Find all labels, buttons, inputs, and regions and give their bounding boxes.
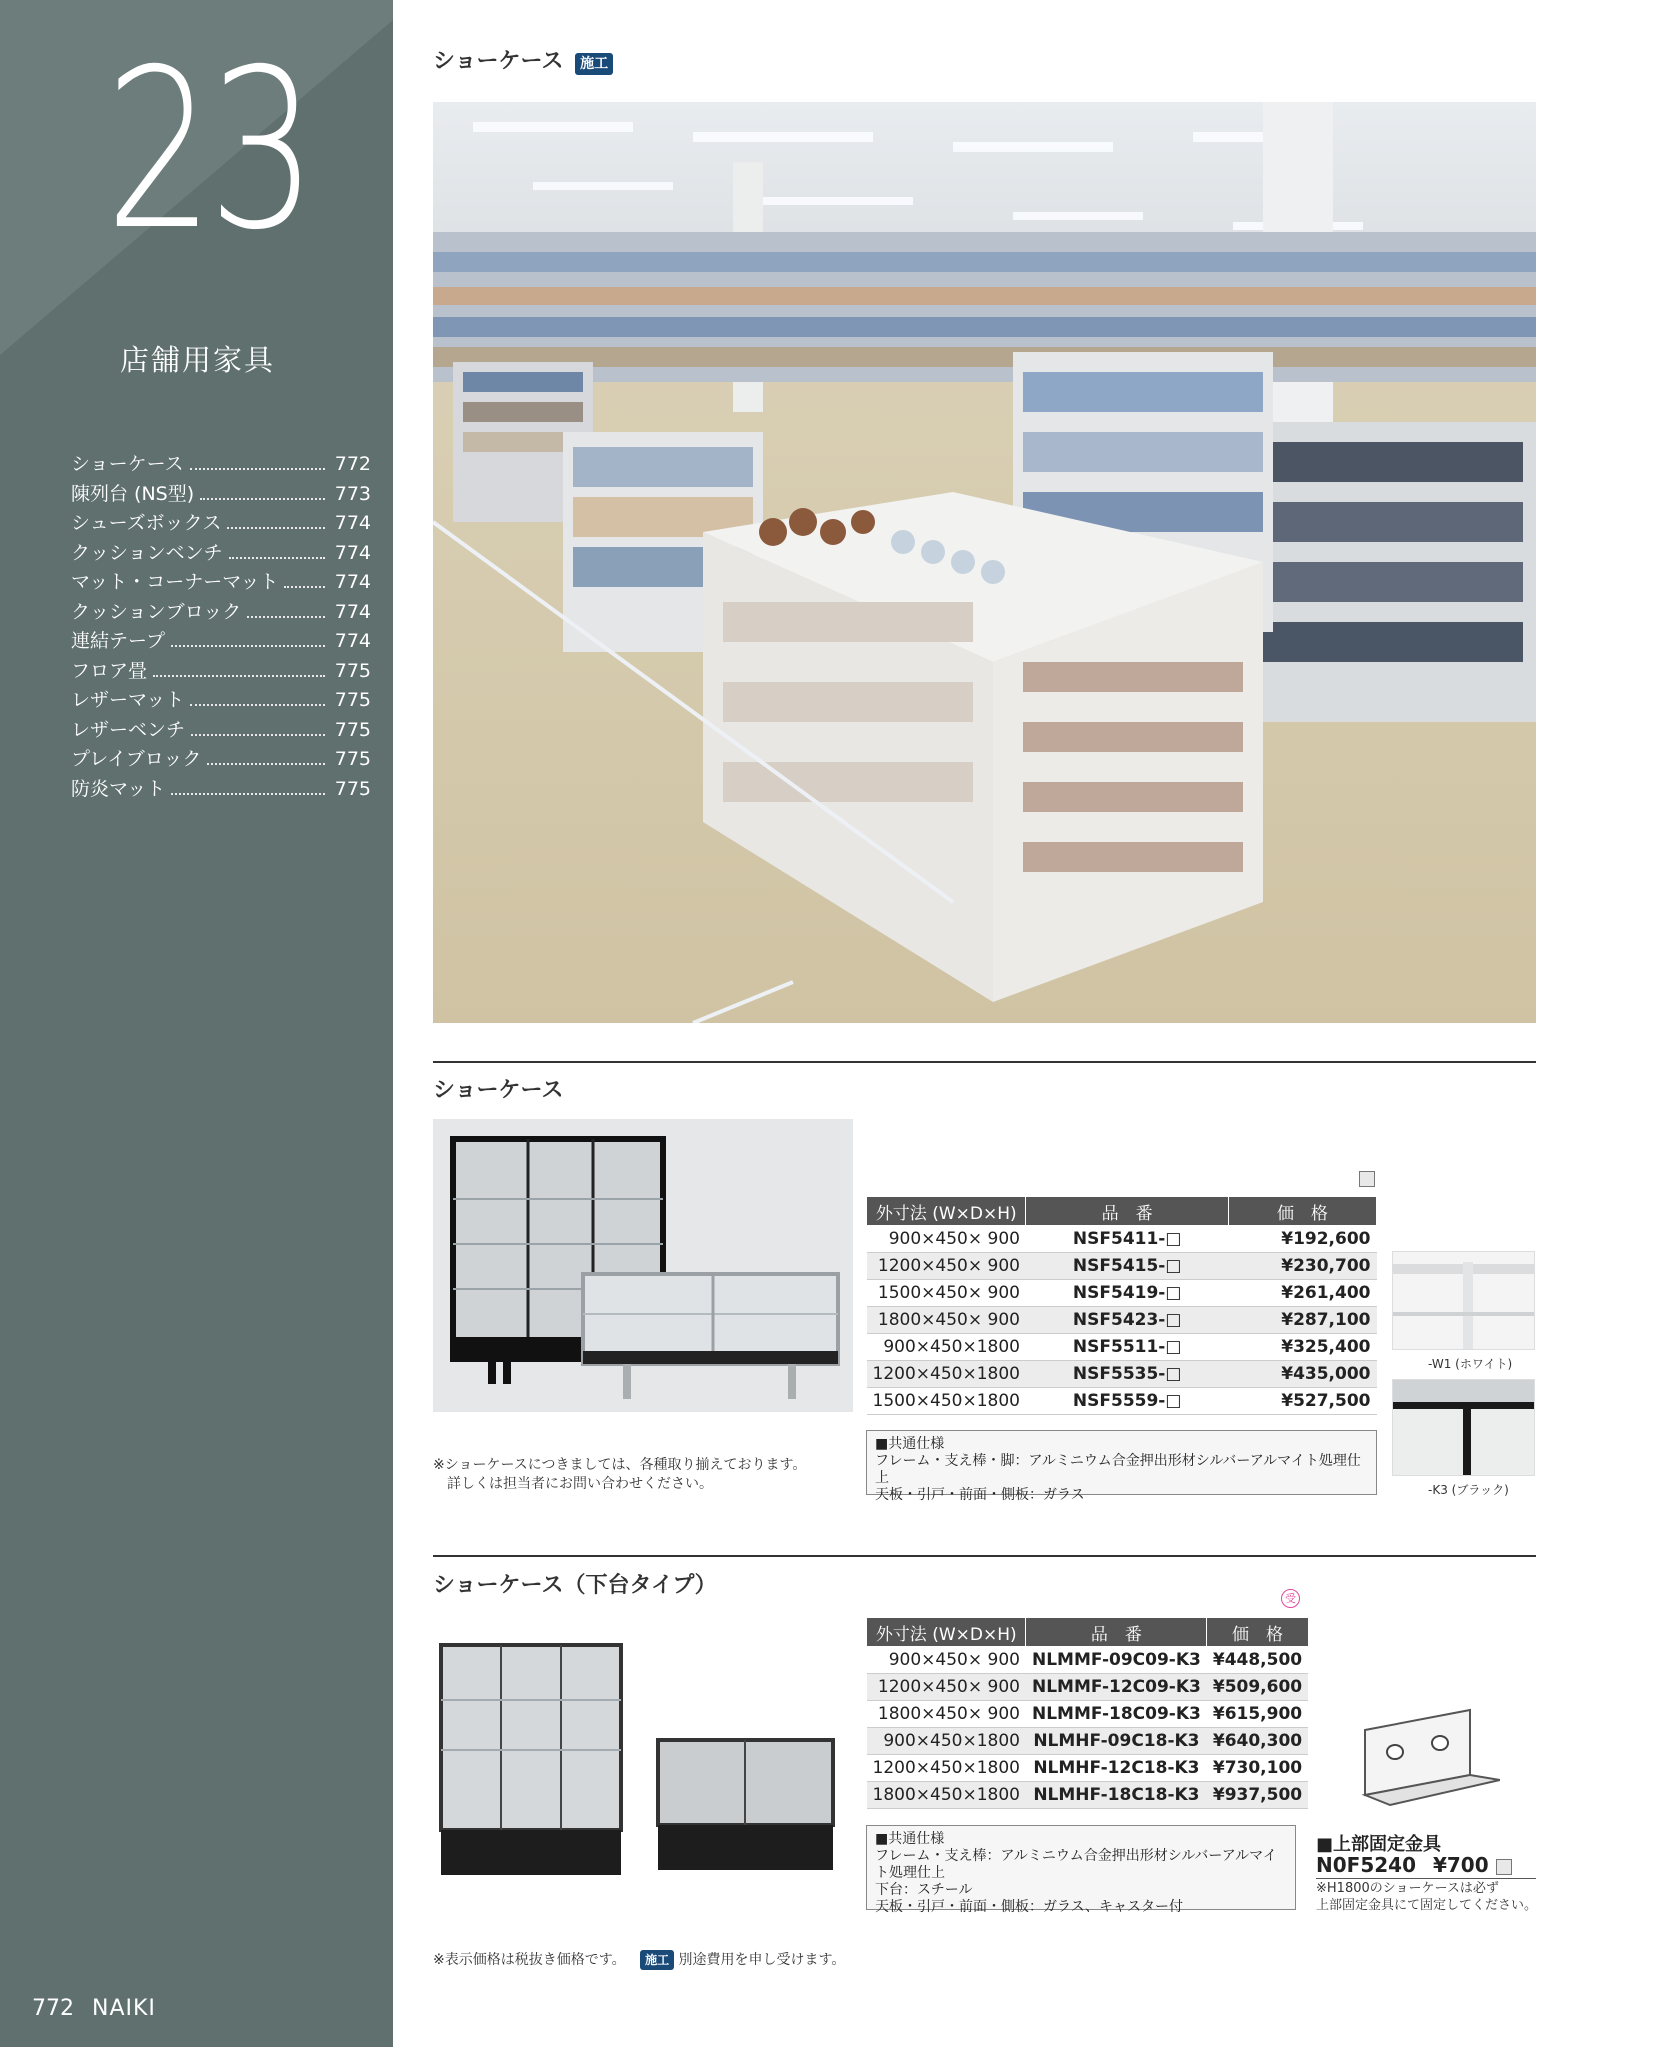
table-row — [867, 1361, 1377, 1388]
section-divider — [433, 1061, 1536, 1063]
price-cell: ¥435,000 — [1228, 1361, 1376, 1388]
toc-leader — [229, 556, 325, 559]
price-cell: ¥615,900 — [1207, 1701, 1308, 1728]
dimension-cell: 1200×450×1800 — [867, 1361, 1026, 1388]
construction-badge: 施工 — [640, 1950, 674, 1970]
toc-page: 775 — [334, 748, 371, 770]
spec-heading: ■共通仕様 — [875, 1436, 945, 1452]
product-code-cell: NLMHF-18C18-K3 — [1026, 1782, 1207, 1809]
table-row — [867, 1782, 1309, 1809]
price-cell: ¥192,600 — [1228, 1226, 1376, 1253]
price-cell: ¥287,100 — [1228, 1307, 1376, 1334]
toc-item[interactable] — [71, 715, 371, 745]
bracket-illustration — [1360, 1700, 1500, 1820]
spec-line: 天板・引戸・前面・側板：ガラス、キャスター付 — [875, 1899, 1183, 1915]
made-to-order-mark: 受 — [1281, 1589, 1300, 1608]
toc-label: ショーケース — [71, 453, 184, 475]
bracket-title: ■上部固定金具 — [1316, 1834, 1442, 1855]
base-showcase-illustration — [433, 1640, 853, 1890]
price-cell: ¥730,100 — [1207, 1755, 1308, 1782]
toc-page: 775 — [334, 659, 371, 682]
section-title: ショーケース（下台タイプ） — [433, 1573, 717, 1598]
store-interior-photo — [433, 102, 1536, 1023]
toc-item[interactable] — [71, 744, 371, 774]
toc-page: 774 — [334, 541, 371, 564]
chapter-sidebar — [0, 0, 393, 2047]
toc-page: 774 — [334, 600, 371, 623]
price-cell: ¥448,500 — [1207, 1647, 1308, 1674]
dimension-cell: 1200×450×1800 — [867, 1755, 1026, 1782]
mounting-bracket-icon — [1360, 1700, 1500, 1820]
table-row — [867, 1701, 1309, 1728]
white-color-swatch — [1392, 1251, 1535, 1350]
product-code-cell: NSF5511-□ — [1026, 1334, 1228, 1361]
black-color-label: -K3 (ブラック) — [1428, 1483, 1509, 1497]
table-row — [867, 1388, 1377, 1415]
dimension-cell: 1800×450× 900 — [867, 1701, 1026, 1728]
bracket-price: ¥700 — [1432, 1853, 1489, 1877]
toc-leader — [247, 615, 325, 618]
toc-page: 772 — [334, 453, 371, 475]
product-code-cell: NLMHF-12C18-K3 — [1026, 1755, 1207, 1782]
product-code-cell: NSF5419-□ — [1026, 1280, 1228, 1307]
column-header: 価 格 — [1228, 1197, 1376, 1226]
bracket-note — [1316, 1880, 1537, 1914]
bracket-code: N0F5240 — [1316, 1853, 1416, 1877]
toc-item[interactable] — [71, 774, 371, 804]
table-row — [867, 1755, 1309, 1782]
toc-leader — [191, 733, 325, 736]
base-showcase-price-table — [866, 1617, 1309, 1809]
construction-note: 別途費用を申し受けます。 — [678, 1952, 846, 1968]
dimension-cell: 1500×450× 900 — [867, 1280, 1026, 1307]
toc-item[interactable] — [71, 449, 371, 479]
section-divider — [433, 1555, 1536, 1557]
dimension-cell: 900×450×1800 — [867, 1728, 1026, 1755]
chapter-title: 店舗用家具 — [120, 343, 276, 377]
toc-leader — [284, 585, 325, 588]
toc-label: 防炎マット — [71, 777, 166, 800]
spec-line: フレーム・支え棒：アルミニウム合金押出形材シルバーアルマイト処理仕上 — [875, 1848, 1277, 1881]
common-spec-box — [866, 1825, 1296, 1915]
table-header-row — [867, 1197, 1377, 1226]
note-line: 詳しくは担当者にお問い合わせください。 — [433, 1476, 713, 1492]
toc-page: 774 — [334, 630, 371, 652]
dimension-cell: 1200×450× 900 — [867, 1253, 1026, 1280]
footer-notes — [433, 1950, 845, 1970]
toc-label: 連結テープ — [71, 630, 166, 652]
toc-label: プレイブロック — [71, 748, 202, 770]
table-row — [867, 1226, 1377, 1253]
toc-label: レザーベンチ — [71, 718, 186, 741]
toc-item[interactable] — [71, 508, 371, 538]
toc-label: 陳列台 (NS型) — [71, 482, 195, 505]
page-title-text: ショーケース — [433, 49, 564, 74]
product-code-cell: NSF5423-□ — [1026, 1307, 1228, 1334]
toc-label: シューズボックス — [71, 512, 222, 534]
spec-line: 下台：スチール — [875, 1882, 973, 1898]
dimension-cell: 900×450×1800 — [867, 1334, 1026, 1361]
product-code-cell: NSF5415-□ — [1026, 1253, 1228, 1280]
black-frame-detail — [1393, 1380, 1534, 1475]
dimension-cell: 900×450× 900 — [867, 1647, 1026, 1674]
showcase-price-table — [866, 1196, 1377, 1415]
toc-leader — [190, 467, 325, 470]
toc-leader — [171, 792, 325, 795]
section-title: ショーケース — [433, 1078, 564, 1103]
product-code-cell: NLMMF-09C09-K3 — [1026, 1647, 1207, 1674]
table-row — [867, 1253, 1377, 1280]
toc-item[interactable] — [71, 656, 371, 686]
spec-heading: ■共通仕様 — [875, 1831, 945, 1847]
toc-page: 774 — [334, 512, 371, 534]
toc-item[interactable] — [71, 597, 371, 627]
black-color-swatch — [1392, 1379, 1535, 1476]
price-cell: ¥261,400 — [1228, 1280, 1376, 1307]
product-code-cell: NLMMF-12C09-K3 — [1026, 1674, 1207, 1701]
column-header: 品 番 — [1026, 1618, 1207, 1647]
table-row — [867, 1334, 1377, 1361]
toc-leader — [207, 762, 325, 765]
toc-label: クッションブロック — [71, 600, 242, 623]
toc-leader — [190, 703, 325, 706]
dimension-cell: 1200×450× 900 — [867, 1674, 1026, 1701]
product-code-cell: NSF5535-□ — [1026, 1361, 1228, 1388]
toc-page: 774 — [334, 571, 371, 593]
toc-item[interactable] — [71, 626, 371, 656]
toc-page: 775 — [334, 777, 371, 800]
toc-leader — [227, 526, 325, 529]
toc-page: 775 — [334, 689, 371, 711]
column-header: 品 番 — [1026, 1197, 1228, 1226]
white-frame-detail — [1393, 1252, 1534, 1349]
toc-label: フロア畳 — [71, 659, 148, 682]
toc-item[interactable] — [71, 685, 371, 715]
toc-item[interactable] — [71, 479, 371, 509]
page-number: 772 — [32, 1996, 74, 2021]
price-cell: ¥509,600 — [1207, 1674, 1308, 1701]
tax-note: ※表示価格は税抜き価格です。 — [433, 1952, 626, 1968]
price-cell: ¥640,300 — [1207, 1728, 1308, 1755]
table-of-contents — [71, 449, 371, 803]
bracket-product — [1316, 1853, 1512, 1877]
dimension-cell: 1800×450×1800 — [867, 1782, 1026, 1809]
chapter-number: 23 — [105, 22, 311, 278]
showcase-illustration — [433, 1119, 853, 1412]
toc-page: 773 — [334, 482, 371, 505]
product-code-cell: NLMHF-09C18-K3 — [1026, 1728, 1207, 1755]
table-header-row — [867, 1618, 1309, 1647]
white-color-label: -W1 (ホワイト) — [1428, 1357, 1513, 1371]
price-cell: ¥527,500 — [1228, 1388, 1376, 1415]
product-code-cell: NLMMF-18C09-K3 — [1026, 1701, 1207, 1728]
color-code-marker — [1359, 1171, 1375, 1187]
toc-leader — [171, 644, 325, 647]
toc-leader — [200, 497, 325, 500]
product-code-cell: NSF5559-□ — [1026, 1388, 1228, 1415]
toc-label: レザーマット — [71, 689, 185, 711]
toc-item[interactable] — [71, 567, 371, 597]
column-header: 価 格 — [1207, 1618, 1308, 1647]
spec-line: 天板・引戸・前面・側板：ガラス — [875, 1487, 1085, 1503]
dimension-cell: 1500×450×1800 — [867, 1388, 1026, 1415]
table-row — [867, 1647, 1309, 1674]
store-photo-illustration — [433, 102, 1536, 1023]
table-row — [867, 1280, 1377, 1307]
toc-label: クッションベンチ — [71, 541, 223, 564]
note-line: ※ショーケースにつきましては、各種取り揃えております。 — [433, 1457, 807, 1473]
color-code-marker — [1496, 1859, 1512, 1875]
table-row — [867, 1728, 1309, 1755]
column-header: 外寸法 (W×D×H) — [867, 1197, 1026, 1226]
common-spec-box — [866, 1430, 1377, 1503]
toc-page: 775 — [334, 718, 371, 741]
showcase-note — [433, 1456, 806, 1494]
table-row — [867, 1307, 1377, 1334]
construction-badge: 施工 — [575, 53, 613, 75]
toc-label: マット・コーナーマット — [71, 571, 279, 593]
toc-item[interactable] — [71, 538, 371, 568]
spec-line: フレーム・支え棒・脚：アルミニウム合金押出形材シルバーアルマイト処理仕上 — [875, 1453, 1361, 1486]
page-title — [433, 44, 613, 75]
showcase-product-photo — [433, 1119, 853, 1412]
table-row — [867, 1674, 1309, 1701]
price-cell: ¥325,400 — [1228, 1334, 1376, 1361]
base-showcase-photo — [433, 1640, 853, 1890]
bracket-divider — [1316, 1878, 1536, 1879]
dimension-cell: 900×450× 900 — [867, 1226, 1026, 1253]
note-line: ※H1800のショーケースは必ず — [1316, 1881, 1499, 1896]
toc-leader — [153, 674, 325, 677]
brand-name: NAIKI — [92, 1996, 156, 2021]
price-cell: ¥937,500 — [1207, 1782, 1308, 1809]
price-cell: ¥230,700 — [1228, 1253, 1376, 1280]
product-code-cell: NSF5411-□ — [1026, 1226, 1228, 1253]
note-line: 上部固定金具にて固定してください。 — [1316, 1898, 1538, 1913]
dimension-cell: 1800×450× 900 — [867, 1307, 1026, 1334]
column-header: 外寸法 (W×D×H) — [867, 1618, 1026, 1647]
